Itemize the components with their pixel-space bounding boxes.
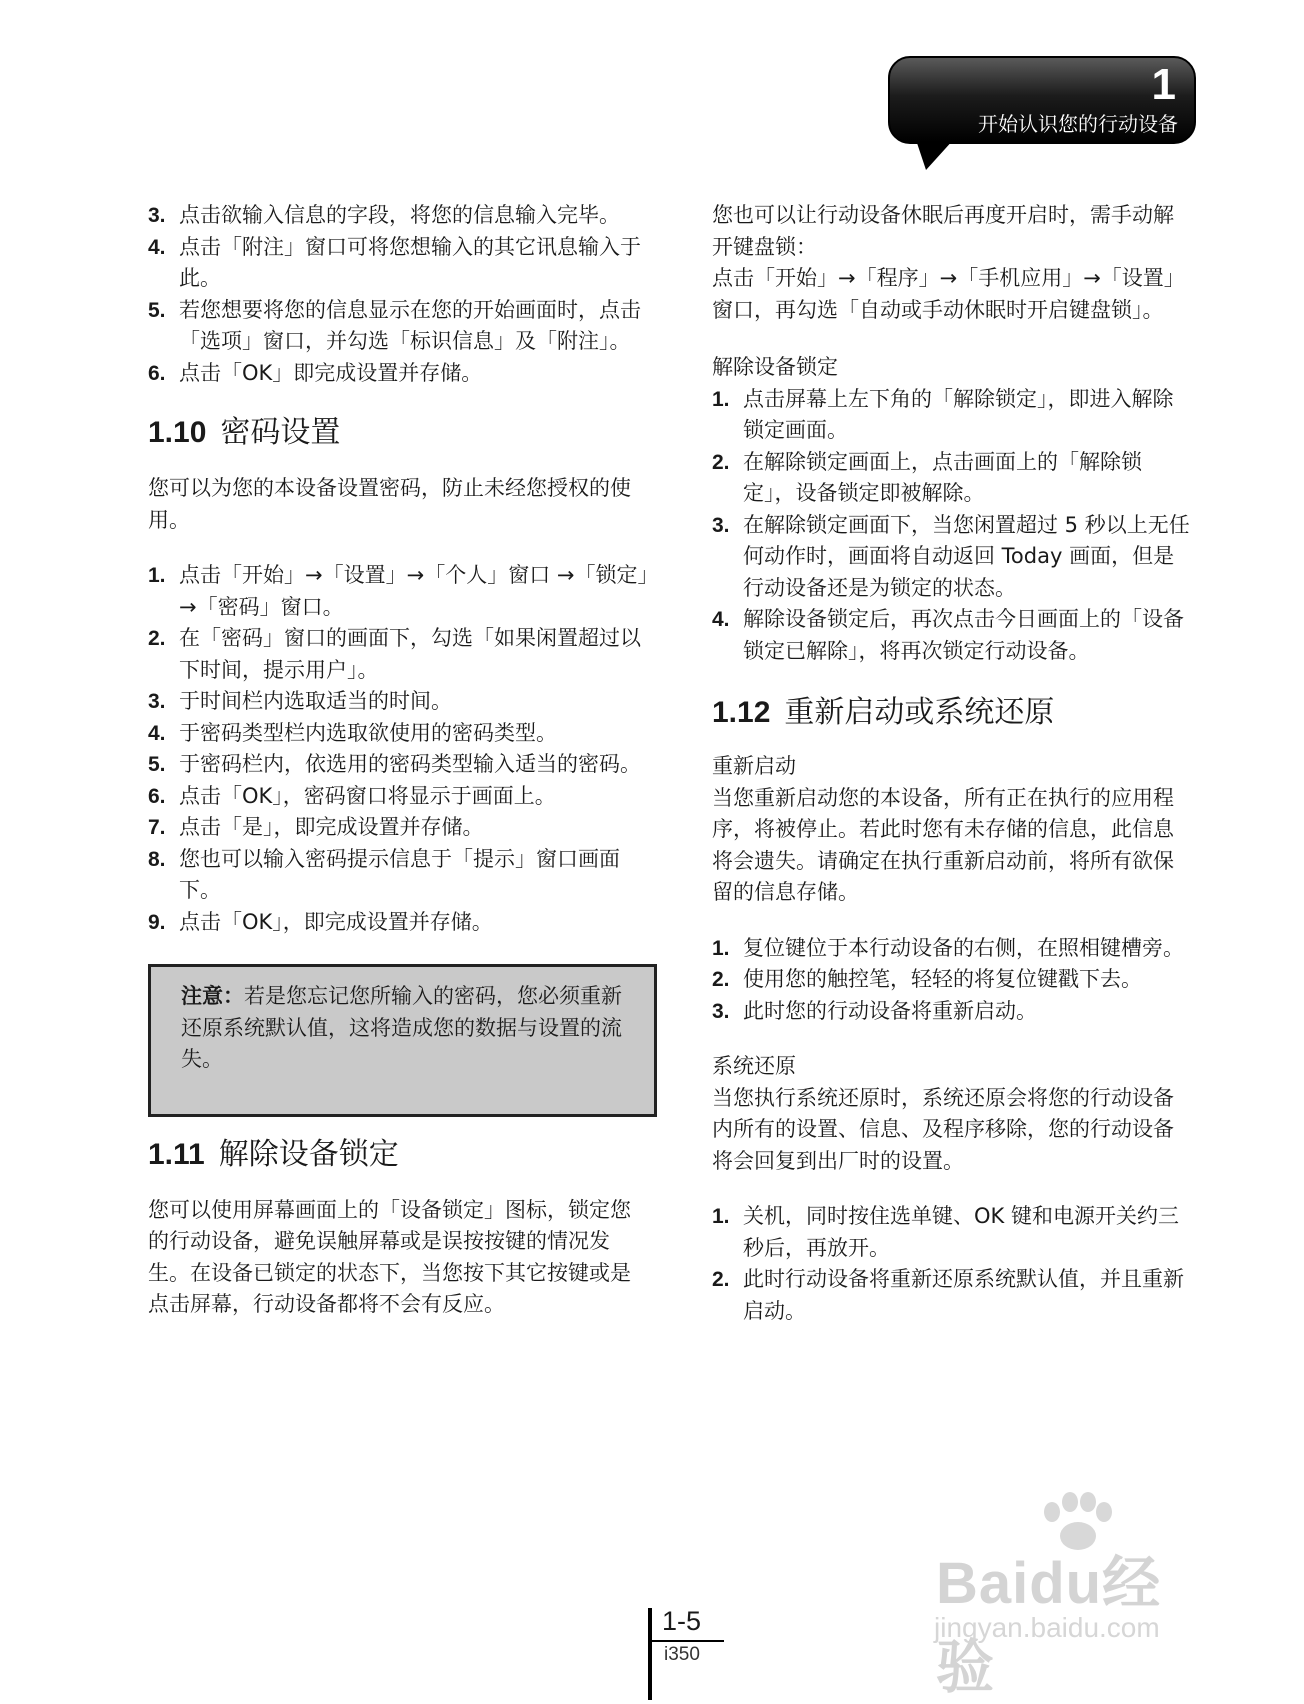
list-item: 1. 复位键位于本行动设备的右侧，在照相键槽旁。 — [712, 935, 1184, 960]
chapter-tab — [888, 56, 1196, 144]
list-item: 5. 于密码栏内，依选用的密码类型输入适当的密码。 — [148, 752, 641, 776]
list-item: 6. 点击「OK」即完成设置并存储。 — [148, 360, 483, 385]
paragraph: 您也可以让行动设备休眠后再度开启时，需手动解开键盘锁： — [712, 203, 1174, 259]
list-item: 2. 在「密码」窗口的画面下，勾选「如果闲置超过以下时间，提示用户」。 — [148, 626, 641, 682]
chapter-number: 1 — [1151, 60, 1176, 109]
footer-divider — [652, 1640, 724, 1642]
steps-list-a — [148, 200, 648, 389]
list-item: 6. 点击「OK」，密码窗口将显示于画面上。 — [148, 783, 556, 808]
section-heading-1-11: 1.11 解除设备锁定 — [148, 1136, 399, 1172]
left-column — [148, 200, 648, 1321]
paragraph: 当您执行系统还原时，系统还原会将您的行动设备内所有的设置、信息、及程序移除，您的行动设备将会回复到出厂时的设置。 — [712, 1085, 1174, 1173]
list-item: 1. 点击屏幕上左下角的「解除锁定」，即进入解除锁定画面。 — [712, 386, 1174, 442]
note-label: 注意： — [181, 984, 244, 1008]
chapter-title: 开始认识您的行动设备 — [978, 112, 1178, 136]
paragraph: 点击「开始」→「程序」→「手机应用」→「设置」窗口，再勾选「自动或手动休眠时开启键盘锁」。 — [712, 266, 1185, 322]
baidu-watermark — [920, 1488, 1220, 1700]
note-text: 若是您忘记您所输入的密码，您必须重新还原系统默认值，这将造成您的数据与设置的流失。 — [181, 984, 622, 1071]
list-item: 3. 此时您的行动设备将重新启动。 — [712, 998, 1037, 1023]
list-item: 2. 在解除锁定画面上，点击画面上的「解除锁定」，设备锁定即被解除。 — [712, 449, 1142, 505]
unlock-steps — [712, 384, 1190, 668]
restart-steps — [712, 933, 1190, 1028]
subheading-restore: 系统还原 — [712, 1054, 796, 1078]
watermark-url: jingyan.baidu.com — [934, 1612, 1160, 1643]
section-intro: 您可以为您的本设备设置密码，防止未经您授权的使用。 — [148, 476, 631, 532]
footer-rule — [648, 1608, 652, 1700]
watermark-brand: Baidu经验 — [936, 1551, 1162, 1700]
list-item: 4. 点击「附注」窗口可将您想输入的其它讯息输入于此。 — [148, 234, 641, 290]
list-item: 2. 使用您的触控笔，轻轻的将复位键戳下去。 — [712, 967, 1142, 991]
subheading-unlock: 解除设备锁定 — [712, 355, 838, 379]
list-item: 4. 于密码类型栏内选取欲使用的密码类型。 — [148, 720, 557, 745]
model-name: i350 — [664, 1644, 700, 1665]
page-number: 1-5 — [662, 1606, 702, 1636]
steps-list-b — [148, 560, 648, 938]
list-item: 1. 关机，同时按住选单键、OK 键和电源开关约三秒后，再放开。 — [712, 1204, 1179, 1260]
list-item: 3. 在解除锁定画面下，当您闲置超过 5 秒以上无任何动作时，画面将自动返回 Today 画面，但是行动设备还是为锁定的状态。 — [712, 512, 1190, 600]
list-item: 2. 此时行动设备将重新还原系统默认值，并且重新启动。 — [712, 1267, 1184, 1323]
section-heading-1-12: 1.12 重新启动或系统还原 — [712, 695, 1055, 730]
list-item: 1. 点击「开始」→「设置」→「个人」窗口 →「锁定」→「密码」窗口。 — [148, 563, 648, 619]
paragraph: 当您重新启动您的本设备，所有正在执行的应用程序，将被停止。若此时您有未存储的信息，此信息将会遗失。请确定在执行重新启动前，将所有欲保留的信息存储。 — [712, 785, 1174, 904]
list-item: 7. 点击「是」，即完成设置并存储。 — [148, 815, 484, 839]
list-item: 5. 若您想要将您的信息显示在您的开始画面时，点击「选项」窗口，并勾选「标识信息」及「附注」。 — [148, 297, 641, 353]
list-item: 3. 于时间栏内选取适当的时间。 — [148, 689, 452, 713]
list-item: 8. 您也可以输入密码提示信息于「提示」窗口画面下。 — [148, 846, 620, 902]
subheading-restart: 重新启动 — [712, 754, 796, 778]
right-column — [712, 200, 1190, 1327]
list-item: 3. 点击欲输入信息的字段，将您的信息输入完毕。 — [148, 203, 620, 227]
list-item: 9. 点击「OK」，即完成设置并存储。 — [148, 909, 493, 934]
section-intro: 您可以使用屏幕画面上的「设备锁定」图标，锁定您的行动设备，避免误触屏幕或是误按按键的情况发生。在设备已锁定的状态下，当您按下其它按键或是点击屏幕，行动设备都将不会有反应。 — [148, 1197, 631, 1316]
section-heading-1-10: 1.10 密码设置 — [148, 415, 341, 450]
list-item: 4. 解除设备锁定后，再次点击今日画面上的「设备锁定已解除」，将再次锁定行动设备。 — [712, 607, 1184, 663]
restore-steps — [712, 1201, 1190, 1327]
note-box — [148, 964, 657, 1117]
